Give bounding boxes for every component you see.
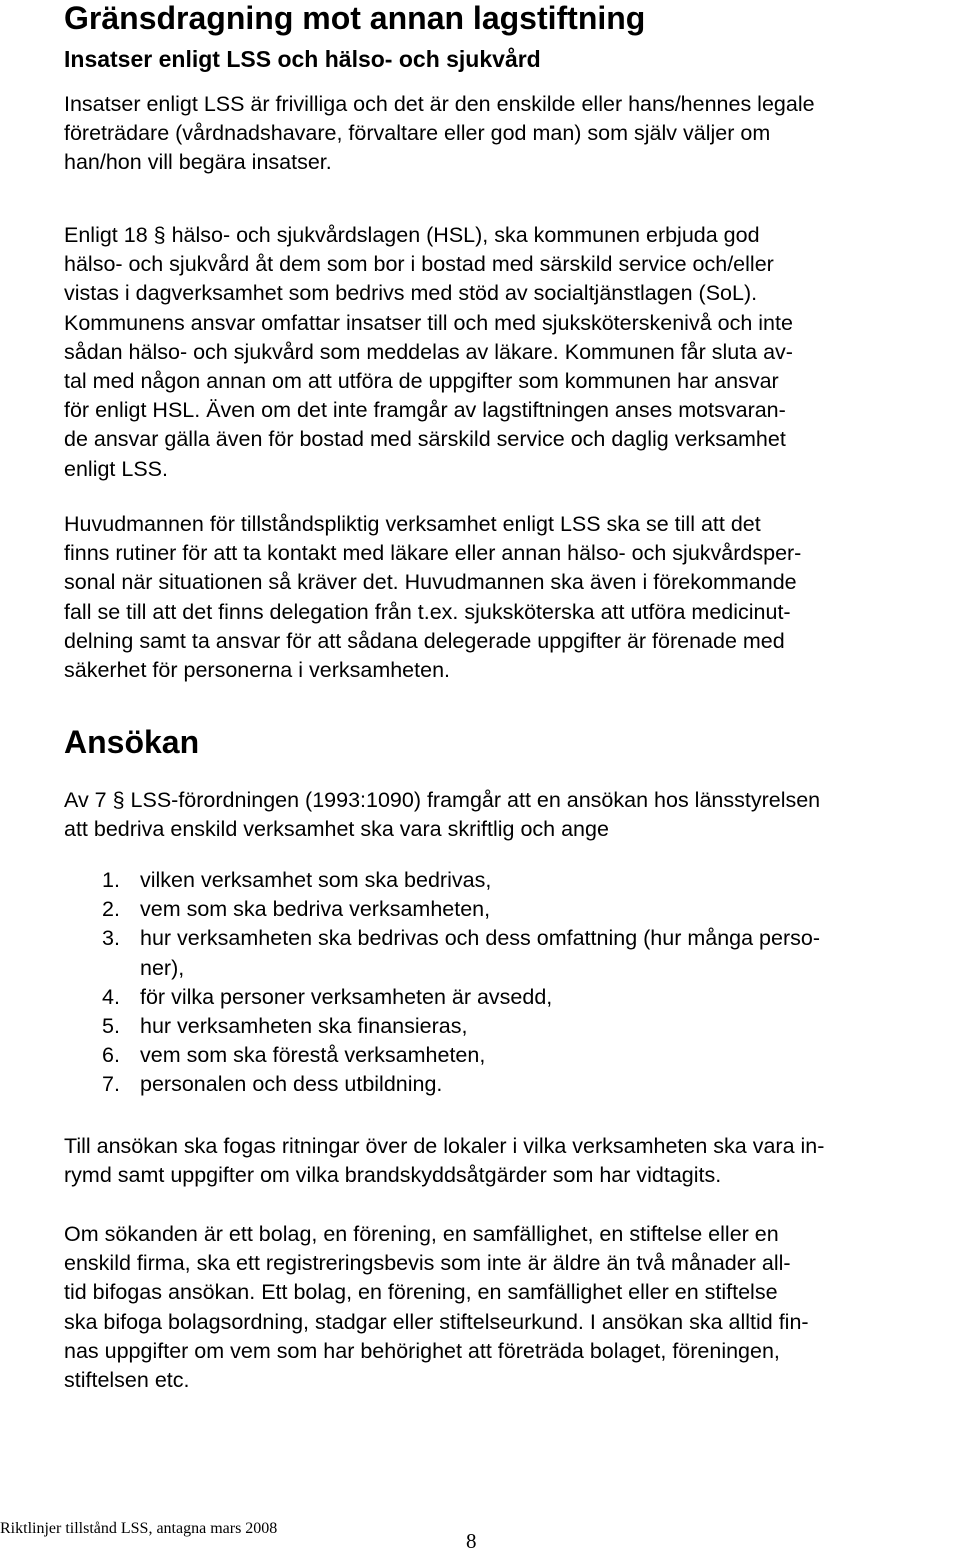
list-text: för vilka personer verksamheten är avsedd, — [140, 984, 553, 1009]
list-number: 1. — [102, 868, 120, 892]
text-line: fall se till att det finns delegation från t.ex. sjuksköterska att utföra medicinut- — [64, 599, 791, 624]
text-line: Till ansökan ska fogas ritningar över de lokaler i vilka verksamheten ska vara in- — [64, 1134, 825, 1158]
list-item — [64, 895, 820, 924]
text-line: Huvudmannen för tillståndspliktig verksamhet enligt LSS ska se till att det — [64, 512, 761, 536]
paragraph-drawings — [64, 1132, 824, 1190]
text-line: tal med någon annan om att utföra de uppgifter som kommunen har ansvar — [64, 369, 779, 394]
text-line: tid bifogas ansökan. Ett bolag, en förening, en samfällighet eller en stiftelse — [64, 1280, 778, 1305]
text-line: Om sökanden är ett bolag, en förening, en samfällighet, en stiftelse eller en — [64, 1222, 779, 1246]
list-text: vilken verksamhet som ska bedrivas, — [140, 868, 492, 892]
list-item — [64, 1070, 820, 1099]
text-line: Insatser enligt LSS är frivilliga och det är den enskilde eller hans/hennes legale — [64, 92, 815, 116]
text-line: enligt LSS. — [64, 456, 168, 481]
text-line: han/hon vill begära insatser. — [64, 150, 332, 175]
text-line: sådan hälso- och sjukvård som meddelas av läkare. Kommunen får sluta av- — [64, 339, 793, 364]
paragraph-application-intro — [64, 786, 820, 844]
text-line: för enligt HSL. Även om det inte framgår av lagstiftningen anses motsvaran- — [64, 398, 786, 423]
paragraph-company — [64, 1220, 809, 1395]
list-text: personalen och dess utbildning. — [140, 1072, 443, 1097]
text-line: Kommunens ansvar omfattar insatser till och med sjuksköterskenivå och inte — [64, 310, 793, 335]
page-subtitle: Insatser enligt LSS och hälso- och sjukvård — [64, 46, 541, 72]
list-item — [64, 1012, 820, 1041]
text-line: de ansvar gälla även för bostad med särskild service och daglig verksamhet — [64, 427, 786, 452]
text-line: finns rutiner för att ta kontakt med läkare eller annan hälso- och sjukvårdsper- — [64, 541, 802, 566]
list-number: 6. — [102, 1043, 120, 1068]
paragraph-hsl — [64, 221, 793, 484]
text-line: säkerhet för personerna i verksamheten. — [64, 658, 451, 683]
list-text: hur verksamheten ska bedrivas och dess omfattning (hur många perso- — [140, 926, 820, 951]
paragraph-voluntary — [64, 90, 815, 178]
list-number: 3. — [102, 926, 120, 951]
page-footer: Riktlinjer tillstånd LSS, antagna mars 2008 — [0, 1520, 278, 1537]
text-line: att bedriva enskild verksamhet ska vara skriftlig och ange — [64, 817, 609, 842]
requirements-list — [64, 866, 820, 1100]
list-item — [64, 983, 820, 1012]
list-text: hur verksamheten ska finansieras, — [140, 1014, 468, 1039]
text-line: företrädare (vårdnadshavare, förvaltare eller god man) som själv väljer om — [64, 121, 771, 146]
list-number: 5. — [102, 1014, 120, 1039]
text-line: delning samt ta ansvar för att sådana delegerade uppgifter är förenade med — [64, 628, 785, 653]
page-title: Gränsdragning mot annan lagstiftning — [64, 0, 646, 36]
text-line: hälso- och sjukvård åt dem som bor i bostad med särskild service och/eller — [64, 252, 774, 277]
text-line: rymd samt uppgifter om vilka brandskyddsåtgärder som har vidtagits. — [64, 1163, 722, 1188]
list-item — [64, 1041, 820, 1070]
section-heading: Ansökan — [64, 724, 200, 760]
text-line: Enligt 18 § hälso- och sjukvårdslagen (HSL), ska kommunen erbjuda god — [64, 223, 760, 247]
text-line: Av 7 § LSS-förordningen (1993:1090) framgår att en ansökan hos länsstyrelsen — [64, 788, 821, 812]
list-item — [64, 866, 820, 895]
text-line: nas uppgifter om vem som har behörighet att företräda bolaget, föreningen, — [64, 1338, 780, 1363]
list-number: 4. — [102, 984, 120, 1009]
list-item — [64, 924, 820, 982]
text-line: enskild firma, ska ett registreringsbevis som inte är äldre än två månader all- — [64, 1251, 791, 1276]
text-line: vistas i dagverksamhet som bedrivs med stöd av socialtjänstlagen (SoL). — [64, 281, 758, 306]
page-number: 8 — [466, 1529, 477, 1553]
list-number: 7. — [102, 1072, 120, 1097]
list-text: vem som ska förestå verksamheten, — [140, 1043, 486, 1068]
list-text: vem som ska bedriva verksamheten, — [140, 897, 491, 922]
list-text: ner), — [140, 955, 185, 980]
paragraph-huvudmannen — [64, 510, 801, 685]
text-line: sonal när situationen så kräver det. Huvudmannen ska även i förekommande — [64, 570, 797, 595]
text-line: ska bifoga bolagsordning, stadgar eller stiftelseurkund. I ansökan ska alltid fin- — [64, 1309, 809, 1334]
text-line: stiftelsen etc. — [64, 1368, 190, 1393]
list-number: 2. — [102, 897, 120, 922]
